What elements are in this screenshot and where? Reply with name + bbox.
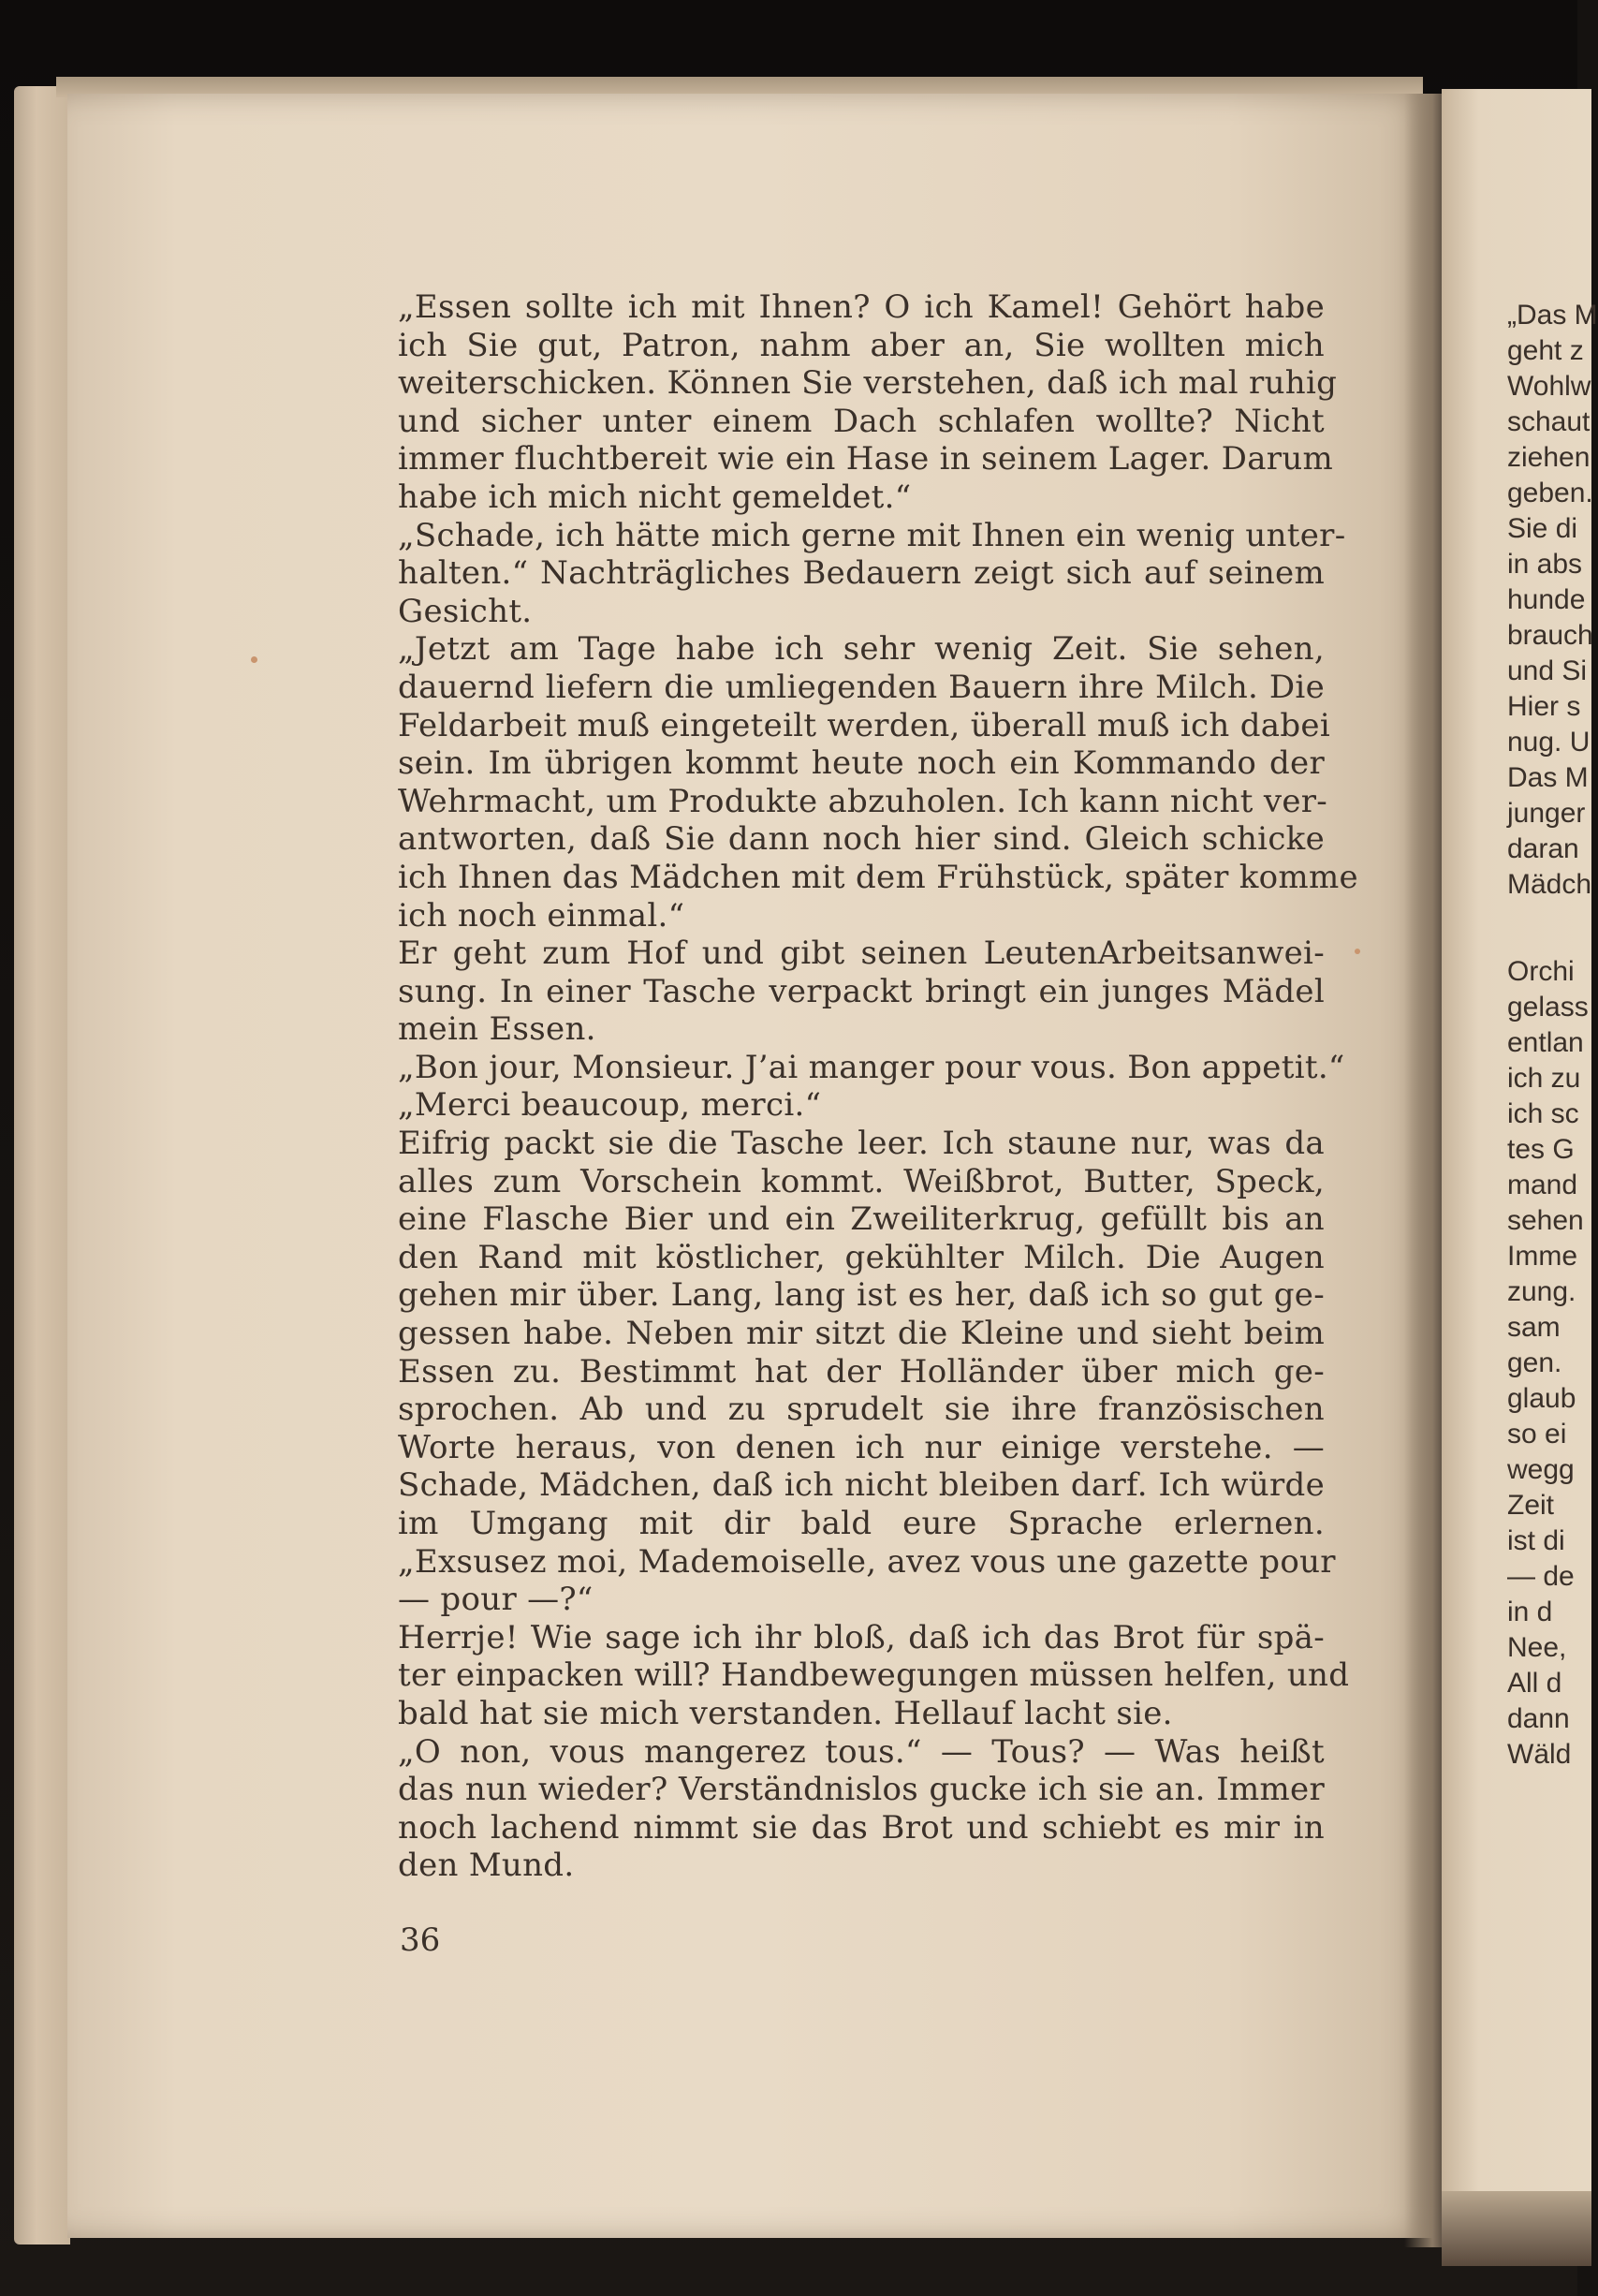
facing-text-fragment: daran <box>1507 833 1579 864</box>
facing-text-fragment: so ei <box>1507 1419 1567 1450</box>
facing-text-fragment: Zeit <box>1507 1490 1555 1521</box>
text-line: Essen zu. Bestimmt hat der Holländer über mich ge- <box>398 1352 1325 1391</box>
facing-text-fragment: ich zu <box>1507 1063 1581 1094</box>
facing-text-fragment: in d <box>1507 1597 1553 1627</box>
paper-speck <box>1355 949 1360 954</box>
text-line: Schade, Mädchen, daß ich nicht bleiben darf. Ich würde <box>398 1466 1325 1505</box>
text-line: „O non, vous mangerez tous.“ — Tous? — Was heißt <box>398 1732 1325 1771</box>
text-line: im Umgang mit dir bald eure Sprache erlernen. <box>398 1505 1325 1542</box>
facing-text-fragment: brauch <box>1507 620 1593 651</box>
text-line: mein Essen. <box>398 1010 596 1049</box>
facing-text-fragment: ziehen <box>1507 442 1591 473</box>
right-page-edge <box>1442 2191 1591 2266</box>
facing-text-fragment: geht z <box>1507 335 1584 366</box>
facing-text-fragment: wegg <box>1507 1454 1575 1485</box>
text-line: bald hat sie mich verstanden. Hellauf lacht sie. <box>398 1694 1173 1732</box>
text-line: Eifrig packt sie die Tasche leer. Ich staune nur, was da <box>398 1125 1325 1163</box>
facing-text-fragment: glaub <box>1507 1383 1576 1414</box>
text-line: ich Sie gut, Patron, nahm aber an, Sie wollten mich <box>398 326 1325 364</box>
body-text <box>398 288 1358 1885</box>
text-line: Er geht zum Hof und gibt seinen LeutenArbeitsanwei- <box>398 935 1325 973</box>
text-line: Wehrmacht, um Produkte abzuholen. Ich kann nicht ver- <box>398 782 1328 820</box>
facing-text-fragment: gelass <box>1507 992 1589 1023</box>
text-line: den Mund. <box>398 1847 575 1885</box>
text-line: Herrje! Wie sage ich ihr bloß, daß ich das Brot für spä- <box>398 1618 1325 1656</box>
page-number: 36 <box>400 1921 441 1959</box>
facing-text-fragment: dann <box>1507 1703 1570 1734</box>
text-line: ich Ihnen das Mädchen mit dem Frühstück, später komme <box>398 858 1358 896</box>
facing-text-fragment: zung. <box>1507 1276 1576 1307</box>
text-line: gehen mir über. Lang, lang ist es her, daß ich so gut ge- <box>398 1276 1325 1315</box>
facing-text-fragment: Nee, <box>1507 1632 1567 1663</box>
text-line: sung. In einer Tasche verpackt bringt ein junges Mädel <box>398 972 1325 1010</box>
text-line: „Merci beaucoup, merci.“ <box>398 1086 822 1125</box>
text-line: und sicher unter einem Dach schlafen wollte? Nicht <box>398 402 1325 440</box>
text-line: „Essen sollte ich mit Ihnen? O ich Kamel! Gehört habe <box>398 288 1325 326</box>
text-line: ter einpacken will? Handbewegungen müssen helfen, und <box>398 1656 1350 1695</box>
text-line: dauernd liefern die umliegenden Bauern ihre Milch. Die <box>398 668 1325 706</box>
facing-text-fragment: sam <box>1507 1312 1561 1343</box>
paper-speck <box>251 656 257 663</box>
facing-text-fragment: All d <box>1507 1668 1562 1699</box>
facing-text-fragment: geben. <box>1507 478 1593 508</box>
facing-text-fragment: Wäld <box>1507 1739 1572 1770</box>
text-line: gessen habe. Neben mir sitzt die Kleine und sieht beim <box>398 1315 1325 1353</box>
text-line: „Exsusez moi, Mademoiselle, avez vous une gazette pour <box>398 1542 1336 1581</box>
text-line: Gesicht. <box>398 592 533 630</box>
text-line: alles zum Vorschein kommt. Weißbrot, Butter, Speck, <box>398 1162 1325 1200</box>
facing-page-text <box>1507 298 1598 1773</box>
facing-text-fragment: Mädch <box>1507 869 1592 900</box>
facing-text-fragment: ich sc <box>1507 1098 1579 1129</box>
facing-text-fragment: junger <box>1507 798 1586 829</box>
facing-text-fragment: entlan <box>1507 1027 1584 1058</box>
facing-text-fragment: schaut <box>1507 406 1591 437</box>
text-line: antworten, daß Sie dann noch hier sind. Gleich schicke <box>398 820 1325 859</box>
facing-text-fragment: — de <box>1507 1561 1575 1592</box>
text-line: sein. Im übrigen kommt heute noch ein Kommando der <box>398 744 1325 783</box>
text-line: immer fluchtbereit wie ein Hase in seinem Lager. Darum <box>398 440 1334 478</box>
text-line: eine Flasche Bier und ein Zweiliterkrug, gefüllt bis an <box>398 1200 1325 1239</box>
text-line: ich noch einmal.“ <box>398 896 685 935</box>
facing-text-fragment: „Das M <box>1507 300 1598 331</box>
text-line: noch lachend nimmt sie das Brot und schiebt es mir in <box>398 1808 1325 1847</box>
facing-text-fragment: Hier s <box>1507 691 1581 722</box>
facing-text-fragment: nug. U <box>1507 727 1591 758</box>
text-line: Feldarbeit muß eingeteilt werden, überall muß ich dabei <box>398 706 1330 744</box>
text-line: „Jetzt am Tage habe ich sehr wenig Zeit. Sie sehen, <box>398 630 1325 669</box>
facing-text-fragment: und Si <box>1507 655 1588 686</box>
facing-text-fragment: Imme <box>1507 1241 1577 1272</box>
facing-text-fragment: Das M <box>1507 762 1589 793</box>
book-edge-left <box>14 86 70 2244</box>
facing-text-fragment: Sie di <box>1507 513 1578 544</box>
facing-text-fragment: tes G <box>1507 1134 1575 1165</box>
section-gap <box>1507 903 1582 954</box>
facing-text-fragment: sehen <box>1507 1205 1584 1236</box>
facing-text-fragment: ist di <box>1507 1525 1565 1556</box>
text-line: — pour —?“ <box>398 1581 594 1619</box>
text-line: „Bon jour, Monsieur. J’ai manger pour vous. Bon appetit.“ <box>398 1048 1345 1086</box>
facing-text-fragment: mand <box>1507 1170 1578 1200</box>
text-line: den Rand mit köstlicher, gekühlter Milch. Die Augen <box>398 1238 1325 1276</box>
facing-text-fragment: Wohlw <box>1507 371 1591 402</box>
facing-text-fragment: gen. <box>1507 1347 1562 1378</box>
text-line: halten.“ Nachträgliches Bedauern zeigt sich auf seinem <box>398 554 1325 593</box>
text-line: sprochen. Ab und zu sprudelt sie ihre französischen <box>398 1391 1325 1429</box>
text-line: das nun wieder? Verständnislos gucke ich sie an. Immer <box>398 1771 1325 1809</box>
text-line: habe ich mich nicht gemeldet.“ <box>398 478 912 516</box>
facing-text-fragment: hunde <box>1507 584 1586 615</box>
facing-text-fragment: in abs <box>1507 549 1583 580</box>
text-line: weiterschicken. Können Sie verstehen, daß ich mal ruhig <box>398 364 1338 403</box>
text-line: Worte heraus, von denen ich nur einige verstehe. — <box>398 1428 1325 1466</box>
facing-text-fragment: Orchi <box>1507 956 1575 987</box>
text-line: „Schade, ich hätte mich gerne mit Ihnen ein wenig unter- <box>398 516 1346 554</box>
